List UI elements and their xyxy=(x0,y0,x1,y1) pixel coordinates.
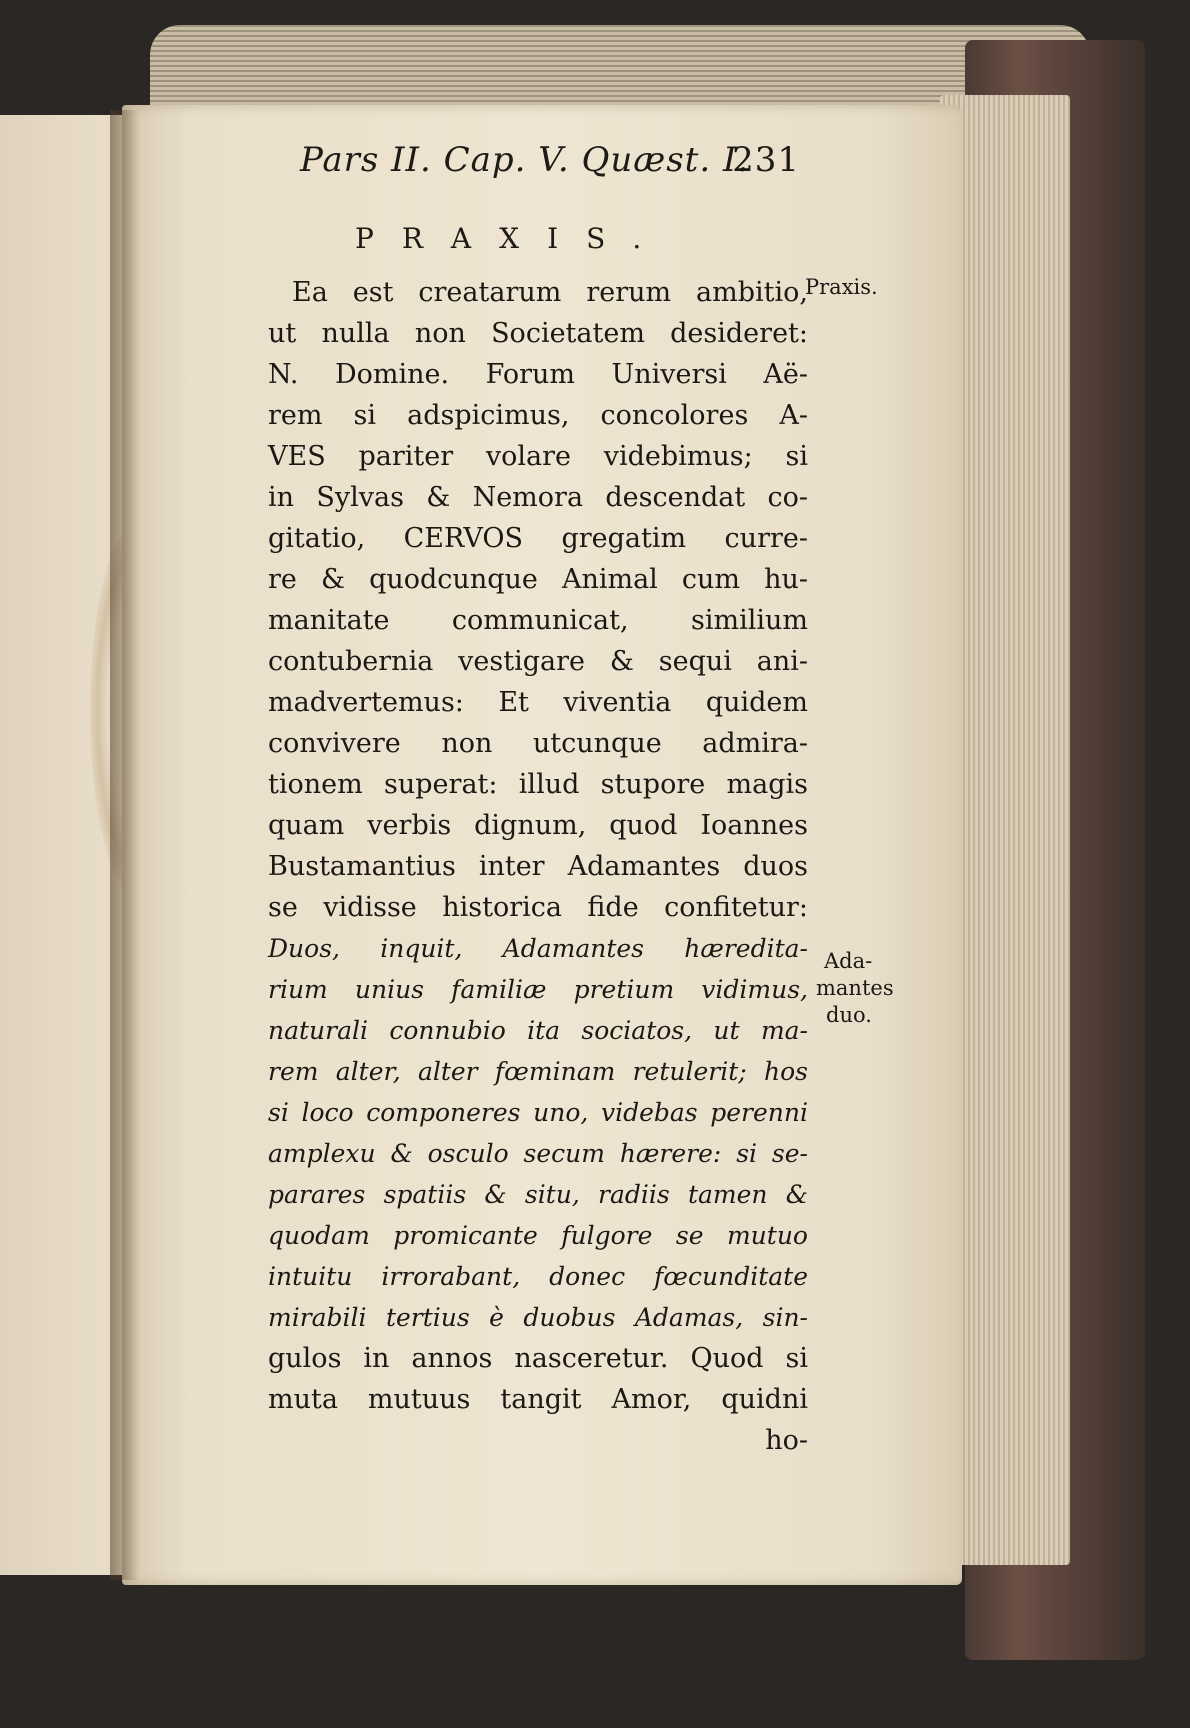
text-line: tionem superat: illud stupore magis xyxy=(268,769,808,800)
text-line: gitatio, CERVOS gregatim curre- xyxy=(268,523,808,554)
text-line: VES pariter volare videbimus; si xyxy=(268,441,808,472)
text-line: madvertemus: Et viventia quidem xyxy=(268,687,808,718)
text-line: in Sylvas & Nemora descendat co- xyxy=(268,482,808,513)
text-line: rem si adspicimus, concolores A- xyxy=(268,400,808,431)
gutter-shadow xyxy=(110,110,140,1580)
text-line: mirabili tertius è duobus Adamas, sin- xyxy=(268,1303,808,1332)
text-line: Ea est creatarum rerum ambitio, xyxy=(292,277,808,308)
margin-note-adamantes-3: duo. xyxy=(826,1003,872,1027)
page-number: 231 xyxy=(732,140,800,180)
running-title: Pars II. Cap. V. Quæst. I. xyxy=(300,140,750,180)
text-line: N. Domine. Forum Universi Aë- xyxy=(268,359,808,390)
page-edges-top xyxy=(150,25,1090,105)
margin-note-adamantes-1: Ada- xyxy=(824,949,873,973)
section-title: PRAXIS. xyxy=(355,222,670,255)
text-line: rem alter, alter fœminam retulerit; hos xyxy=(268,1057,808,1086)
margin-note-praxis: Praxis. xyxy=(805,275,878,299)
text-line: re & quodcunque Animal cum hu- xyxy=(268,564,808,595)
text-line: se vidisse historica fide confitetur: xyxy=(268,892,808,923)
text-line: si loco componeres uno, videbas perenni xyxy=(268,1098,808,1127)
text-line: amplexu & osculo secum hærere: si se- xyxy=(268,1139,808,1168)
text-line: naturali connubio ita sociatos, ut ma- xyxy=(268,1016,808,1045)
text-line: gulos in annos nasceretur. Quod si xyxy=(268,1343,808,1374)
text-line: manitate communicat, similium xyxy=(268,605,808,636)
text-line: contubernia vestigare & sequi ani- xyxy=(268,646,808,677)
text-line: muta mutuus tangit Amor, quidni xyxy=(268,1384,808,1415)
text-line: ut nulla non Societatem desideret: xyxy=(268,318,808,349)
text-line: convivere non utcunque admira- xyxy=(268,728,808,759)
text-line: Duos, inquit, Adamantes hæredita- xyxy=(268,934,808,963)
running-header xyxy=(300,140,800,190)
text-line: quam verbis dignum, quod Ioannes xyxy=(268,810,808,841)
text-line: intuitu irrorabant, donec fœcunditate xyxy=(268,1262,808,1291)
text-line: quodam promicante fulgore se mutuo xyxy=(268,1221,808,1250)
text-line: parares spatiis & situ, radiis tamen & xyxy=(268,1180,808,1209)
body-text xyxy=(268,272,808,1461)
text-line: rium unius familiæ pretium vidimus, xyxy=(268,975,808,1004)
margin-note-adamantes-2: mantes xyxy=(816,976,894,1000)
catchword: ho- xyxy=(765,1425,808,1456)
text-line: Bustamantius inter Adamantes duos xyxy=(268,851,808,882)
